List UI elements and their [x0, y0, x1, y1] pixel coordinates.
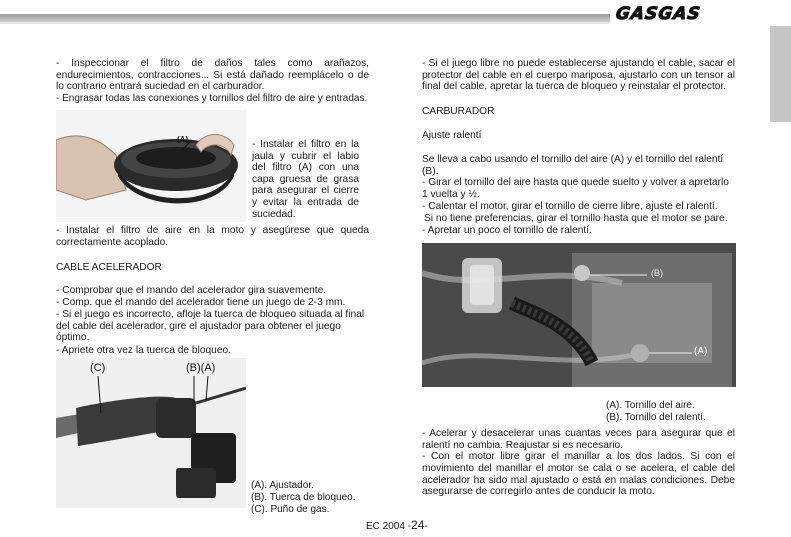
chapter-tab [770, 26, 791, 122]
air-filter-photo [56, 110, 246, 222]
carb-label-b: (B) [651, 268, 663, 278]
para-tighten-idle: - Apretar un poco el tornillo de ralentí. [422, 225, 592, 236]
page-footer [366, 518, 428, 532]
para-grease: - Engrasar todas las conexiones y tornillos del filtro de aire y entradas. [56, 93, 368, 104]
brand-logo: GASGAS [614, 4, 703, 24]
throttle-label-ba: (B)(A) [186, 362, 216, 374]
caption-throttle-grip: (C). Puño de gas. [251, 504, 330, 515]
subsection-title-idle: Ajuste ralentí [422, 130, 482, 141]
para-filter-inspect: - Inspeccionar el filtro de daños tales como arañazos, endurecimientos, contracciones... Si está dañado reemplácelo o de lo contrario entrará suciedad en el carburador. [56, 58, 369, 93]
footer-suffix: - [424, 521, 428, 532]
carburetor-photo [422, 243, 736, 387]
para-no-preference: Si no tiene preferencias, girar el tornillo hasta que el motor se pare. [424, 213, 728, 224]
footer-model: EC 2004 - [366, 521, 412, 532]
para-check-play: - Comp. que el mando del acelerador tiene un juego de 2-3 mm. [56, 297, 346, 308]
section-title-carb: CARBURADOR [422, 106, 495, 117]
footer-page-number: 24 [411, 518, 425, 532]
caption-adjuster: (A). Ajustador. [251, 480, 314, 491]
carb-caption-air-screw: (A). Tornillo del aire. [606, 400, 695, 411]
header-bar [0, 0, 791, 26]
para-install-cage: - Instalar el filtro en la jaula y cubrir el labio del filtro (A) con una capa gruesa de grasa para asegurar el cierre y evitar la entrada de suciedad. [252, 139, 359, 220]
para-turn-air: - Girar el tornillo del aire hasta que quede suelto y volver a apretarlo 1 vuelta y ½. [422, 177, 729, 200]
para-retighten: - Apriete otra vez la tuerca de bloqueo. [56, 345, 231, 356]
caption-lock-nut: (B). Tuerca de bloqueo. [251, 492, 356, 503]
para-handlebar: - Con el motor libre girar el manillar a los dos lados. Si con el movimiento del manillar el motor se cala o se acelera, el cable del acelerador ha sido mal ajustado o está en malas condiciones. Debe asegurarse de corregirlo antes de conducir la moto. [422, 451, 735, 498]
header-stripe-shadow [0, 22, 610, 24]
para-done-using: Se lleva a cabo usando el tornillo del aire (A) y el tornillo del ralentí (B). [422, 154, 724, 177]
para-if-incorrect: - Si el juego es incorrecto, afloje la tuerca de bloqueo situada al final del cable del acelerador, gire el ajustador para obtener el juego óptimo. [56, 309, 365, 344]
air-filter-illustration [56, 110, 246, 222]
carb-label-a: (A) [694, 346, 708, 357]
carburetor-illustration [422, 243, 736, 387]
throttle-label-c: (C) [90, 362, 106, 374]
para-accelerate: - Acelerar y desacelerar unas cuantas veces para asegurar que el ralentí no cambia. Reajustar si es necesario. [422, 428, 735, 451]
para-warm-engine: - Calentar el motor, girar el tornillo de cierre libre, ajuste el ralentí. [422, 201, 718, 212]
para-no-play: - Si el juego libre no puede establecerse ajustando el cable, sacar el protector del cable en el cuerpo mariposa, ajustarlo con un tensor al final del cable, apretar la tuerca de bloqueo y reinstalar el protector. [422, 58, 735, 93]
para-check-smooth: - Comprobar que el mando del acelerador gira suavemente. [56, 285, 327, 296]
filter-photo-label-a: (A) [177, 135, 189, 144]
throttle-illustration [56, 358, 246, 508]
section-title-throttle: CABLE ACELERADOR [56, 262, 162, 273]
header-stripe [0, 14, 610, 22]
throttle-photo [56, 358, 246, 508]
carb-caption-idle-screw: (B). Tornillo del ralentí. [606, 412, 706, 423]
para-install-bike: - Instalar el filtro de aire en la moto y asegúrese que queda correctamente acoplado. [56, 225, 369, 248]
